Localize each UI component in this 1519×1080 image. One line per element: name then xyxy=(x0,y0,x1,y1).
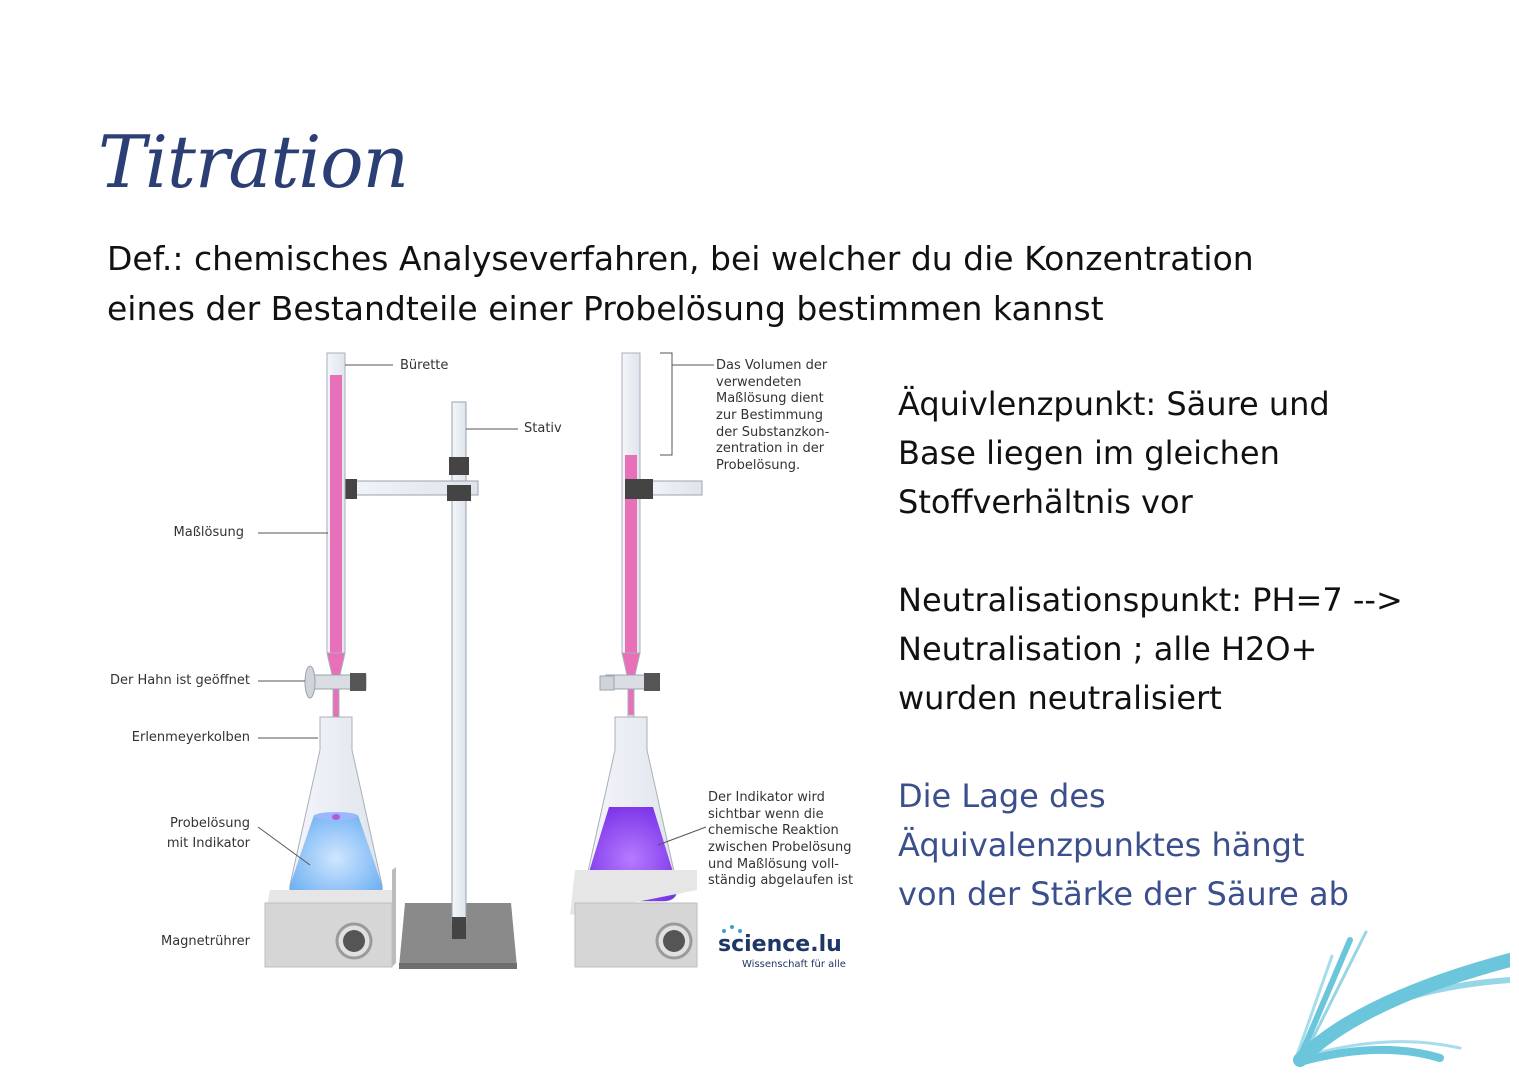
stand-rod xyxy=(452,402,466,922)
label-probe-2: mit Indikator xyxy=(166,836,250,851)
decorative-brush-arrow xyxy=(1270,920,1510,1070)
brand-tagline: Wissenschaft für alle xyxy=(742,959,846,970)
svg-text:zentration in der: zentration in der xyxy=(716,441,825,456)
svg-text:verwendeten: verwendeten xyxy=(716,375,802,390)
svg-text:Der Indikator wird: Der Indikator wird xyxy=(708,790,825,805)
label-magnet: Magnetrührer xyxy=(161,934,250,949)
label-probe-1: Probelösung xyxy=(170,816,250,831)
flask-left xyxy=(290,717,382,901)
brand-name: science.lu xyxy=(718,932,842,957)
definition-line-1: Def.: chemisches Analyseverfahren, bei welcher du die Konzentration xyxy=(107,239,1254,278)
magnetic-stirrer-right xyxy=(570,870,697,967)
neutralisation-point-note: Neutralisationspunkt: PH=7 --> Neutralisation ; alle H2O+ wurden neutralisiert xyxy=(898,581,1403,717)
svg-text:sichtbar wenn die: sichtbar wenn die xyxy=(708,807,824,822)
titration-illustration xyxy=(100,345,870,985)
volume-note xyxy=(716,358,830,473)
svg-text:Maßlösung dient: Maßlösung dient xyxy=(716,391,824,406)
svg-text:chemische Reaktion: chemische Reaktion xyxy=(708,823,839,838)
science-lu-logo xyxy=(718,925,846,970)
svg-text:der Substanzkon-: der Substanzkon- xyxy=(716,425,830,440)
label-erlenmeyer: Erlenmeyerkolben xyxy=(131,730,250,745)
svg-text:und Maßlösung voll-: und Maßlösung voll- xyxy=(708,857,839,872)
burette-right xyxy=(600,353,660,743)
volume-bracket xyxy=(660,353,672,455)
svg-text:ständig abgelaufen ist: ständig abgelaufen ist xyxy=(708,873,854,888)
equivalence-position-note: Die Lage des Äquivalenzpunktes hängt von der Stärke der Säure ab xyxy=(898,777,1349,913)
svg-text:Das Volumen der: Das Volumen der xyxy=(716,358,828,373)
svg-text:zwischen Probelösung: zwischen Probelösung xyxy=(708,840,852,855)
label-hahn: Der Hahn ist geöffnet xyxy=(110,673,250,688)
definition xyxy=(107,234,1427,334)
label-massloesung: Maßlösung xyxy=(173,525,244,540)
equivalence-point-note: Äquivlenzpunkt: Säure und Base liegen im gleichen Stoffverhältnis vor xyxy=(898,385,1330,521)
clamp-right xyxy=(625,479,702,499)
svg-text:zur Bestimmung: zur Bestimmung xyxy=(716,408,823,423)
label-buerette: Bürette xyxy=(400,358,449,373)
svg-text:Probelösung.: Probelösung. xyxy=(716,458,801,473)
label-stativ: Stativ xyxy=(524,421,562,436)
definition-line-2: eines der Bestandteile einer Probelösung bestimmen kannst xyxy=(107,289,1104,328)
burette-left xyxy=(305,353,366,747)
indicator-note xyxy=(708,790,853,888)
page-title: Titration xyxy=(98,120,409,204)
